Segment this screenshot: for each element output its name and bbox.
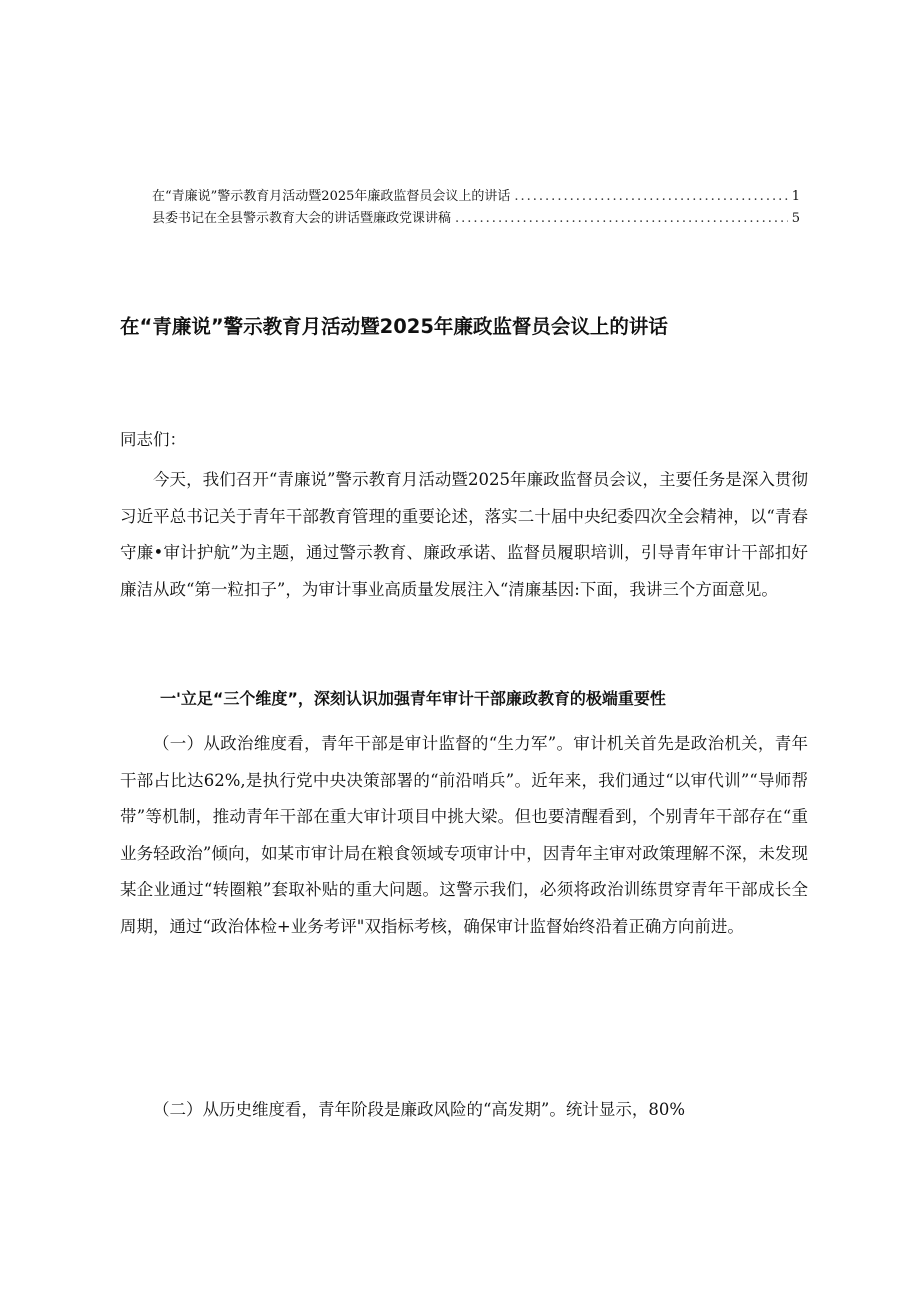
- table-of-contents: [152, 186, 800, 230]
- salutation: 同志们：: [120, 430, 186, 449]
- body-paragraph-intro: 今天，我们召开“青廉说”警示教育月活动暨2025年廉政监督员会议，主要任务是深入贯彻习近平总书记关于青年干部教育管理的重要论述，落实二十届中央纪委四次全会精神，以“青春守廉•审计护航”为主题，通过警示教育、廉政承诺、监督员履职培训，引导青年审计干部扣好廉洁从政“第一粒扣子”，为审计事业高质量发展注入“清廉基因:下面，我讲三个方面意见。: [120, 470, 808, 599]
- toc-dot-leader: [514, 186, 787, 208]
- section-heading-1: 一'立足“三个维度”，深刻认识加强青年审计干部廉政教育的极端重要性: [160, 689, 666, 708]
- toc-entry[interactable]: [152, 186, 800, 208]
- toc-entry[interactable]: [152, 208, 800, 230]
- document-title: 在“青廉说”警示教育月活动暨2025年廉政监督员会议上的讲话: [120, 315, 668, 338]
- body-paragraph-historical: （二）从历史维度看，青年阶段是廉政风险的“高发期”。统计显示，80%: [153, 1100, 686, 1119]
- toc-dot-leader: [455, 208, 788, 230]
- toc-entry-page: 5: [791, 211, 800, 226]
- toc-entry-title: 县委书记在全县警示教育大会的讲话暨廉政党课讲稿: [152, 211, 452, 226]
- body-paragraph-political: （一）从政治维度看，青年干部是审计监督的“生力军”。审计机关首先是政治机关，青年干部占比达62%,是执行党中央决策部署的“前沿哨兵”。近年来，我们通过“以审代训”“导师帮带”等机制，推动青年干部在重大审计项目中挑大梁。但也要清醒看到，个别青年干部存在“重业务轻政治”倾向，如某市审计局在粮食领域专项审计中，因青年主审对政策理解不深，未发现某企业通过“转圈粮”套取补贴的重大问题。这警示我们，必须将政治训练贯穿青年干部成长全周期，通过“政治体检+业务考评"双指标考核，确保审计监督始终沿着正确方向前进。: [120, 734, 808, 936]
- toc-entry-page: 1: [791, 189, 800, 204]
- toc-entry-title: 在“青廉说”警示教育月活动暨2025年廉政监督员会议上的讲话: [152, 189, 511, 204]
